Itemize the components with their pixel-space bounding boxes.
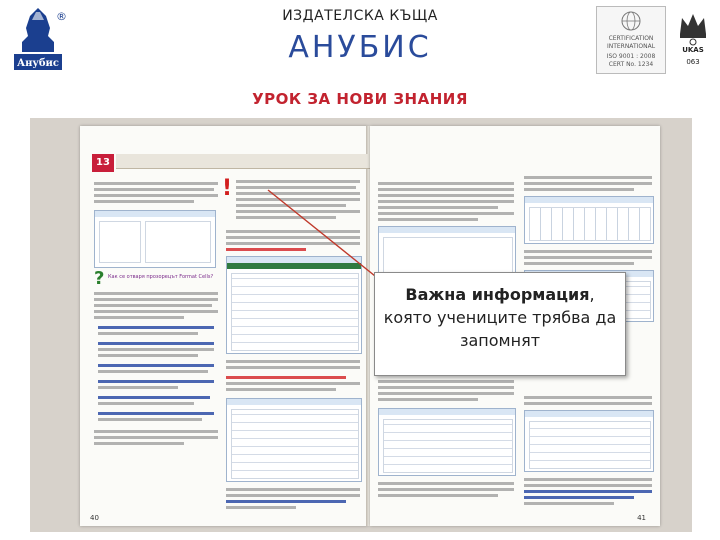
chart-screenshot [524, 196, 654, 244]
ukas-label: UKAS [682, 46, 704, 54]
format-cells-alignment-screenshot [378, 226, 516, 278]
cert-line: CERTIFICATION [608, 35, 654, 42]
question-icon: ? [94, 268, 105, 289]
certification-badge [596, 6, 666, 74]
callout-text [381, 283, 619, 352]
lesson-type-title: УРОК ЗА НОВИ ЗНАНИЯ [252, 90, 468, 108]
excel-table-screenshot [226, 398, 362, 482]
format-cells-screenshot [94, 210, 216, 268]
brand-title: АНУБИС [288, 30, 432, 65]
cert-line: INTERNATIONAL [606, 43, 656, 50]
column-width-screenshot [524, 410, 654, 472]
callout-rest-text: , която учениците трябва да запомнят [383, 285, 617, 350]
lesson-number-badge: 13 [92, 154, 114, 172]
left-page-number: 40 [90, 514, 99, 522]
left-page [80, 126, 368, 526]
ukas-badge [672, 6, 714, 72]
cert-line: ISO 9001 : 2008 [606, 53, 656, 60]
page-header [0, 0, 720, 80]
callout-bold-text: Важна информация [405, 285, 590, 304]
publisher-name: ИЗДАТЕЛСКА КЪЩА [282, 8, 438, 24]
lesson-title-bar [116, 154, 398, 169]
crown-icon [672, 6, 714, 46]
excel-result-screenshot [378, 408, 516, 476]
right-page-number: 41 [637, 514, 646, 522]
important-info-callout [374, 272, 626, 376]
exclamation-icon: ! [222, 176, 233, 201]
logo-wordmark: Анубис [16, 58, 60, 69]
registered-mark: ® [56, 10, 67, 23]
cert-line: CERT No. 1234 [608, 61, 654, 68]
excel-sheet-screenshot [226, 256, 362, 354]
ukas-code: 063 [686, 58, 700, 66]
format-cells-caption: Как се отваря прозорецът Format Cells? [108, 274, 214, 280]
globe-icon [617, 11, 645, 31]
